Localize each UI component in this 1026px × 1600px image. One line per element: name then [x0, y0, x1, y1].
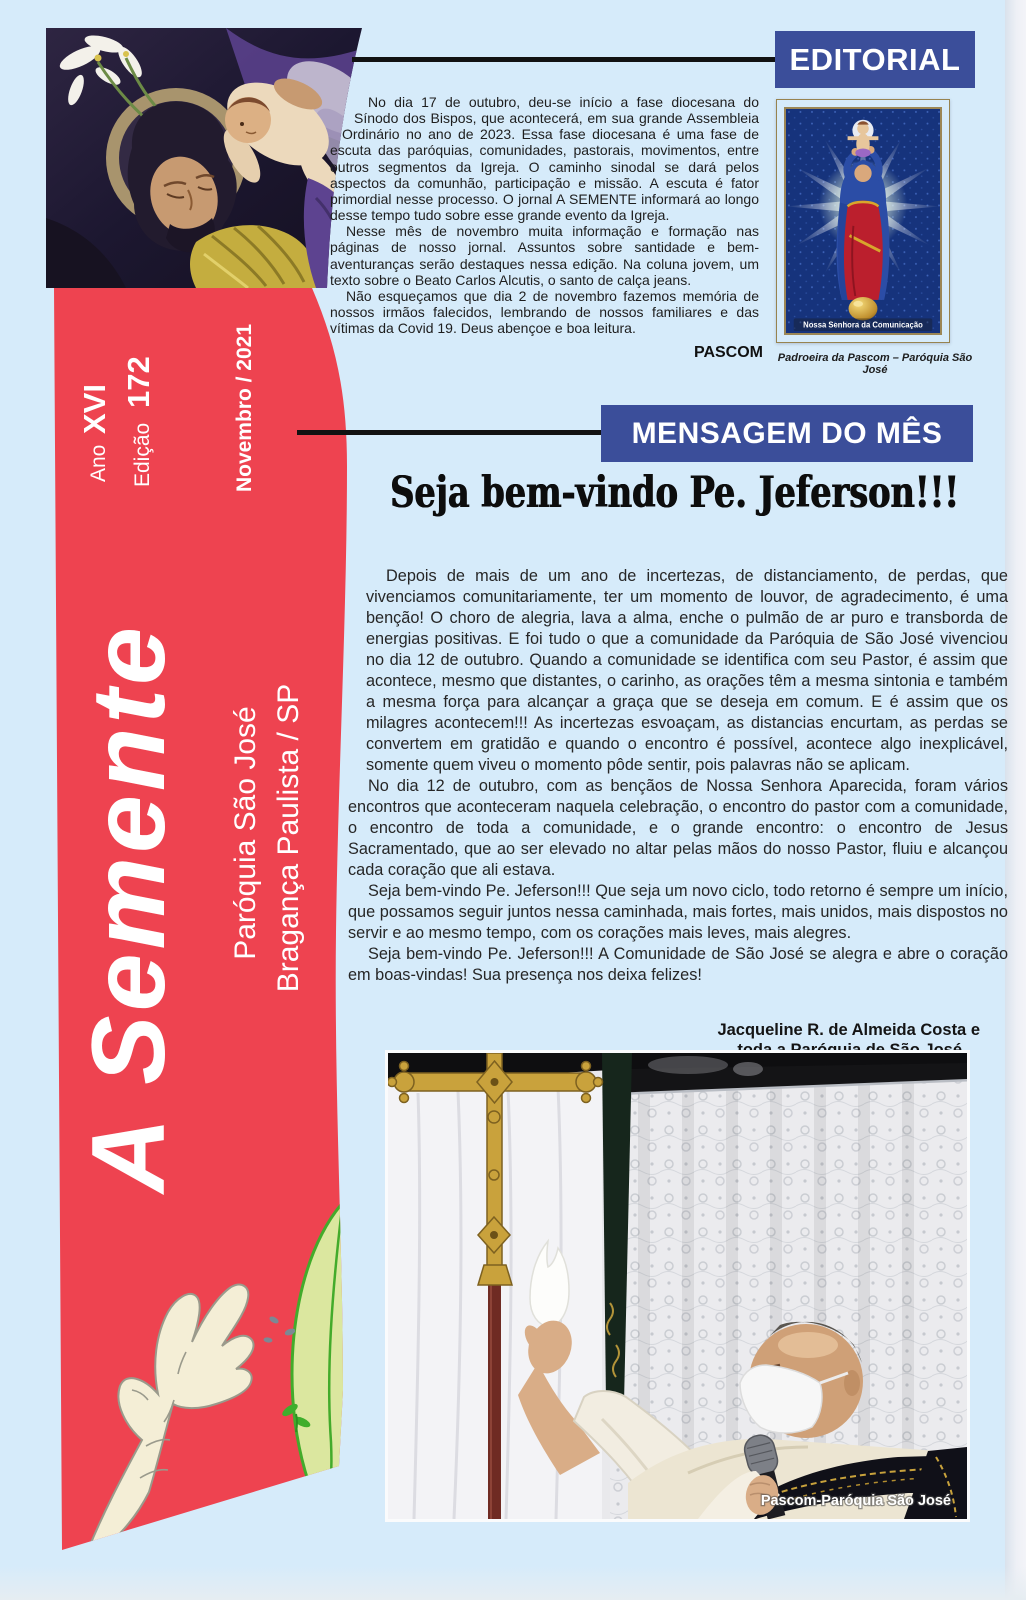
- patron-image: [784, 107, 942, 335]
- editorial-paragraph: Nesse mês de novembro muita informação e formação nas páginas de nosso jornal. Assuntos sobre santidade e bem-aventuranças serão destaques nessa edição. Na coluna jovem, um texto sobre o Beato Carlos Alcutis, o santo de calça jeans.: [330, 223, 759, 288]
- madonna-figure: [837, 146, 890, 300]
- scan-bottom-edge: [0, 1566, 1026, 1600]
- st-joseph-painting: [46, 28, 364, 288]
- celebration-photo: [385, 1050, 970, 1522]
- message-paragraph: Seja bem-vindo Pe. Jeferson!!! Que seja um novo ciclo, todo retorno é sempre um início, que possamos seguir juntos nessa caminhada, mais fortes, mais unidos, mais dispostos no servir e ao mesmo tempo, com os corações mais leves, mais alegres.: [348, 882, 1008, 942]
- nossa-senhora-image: [786, 109, 940, 333]
- patron-image-frame: [776, 99, 950, 343]
- patron-image-label: Nossa Senhora da Comunicação: [803, 320, 923, 330]
- message-paragraph: Seja bem-vindo Pe. Jeferson!!! A Comunidade de São José se alegra e abre o coração em boas-vindas! Sua presença nos deixa felizes!: [348, 945, 1008, 984]
- message-text: [348, 566, 1008, 986]
- editorial-paragraph: No dia 17 de outubro, deu-se início a fase diocesana do Sínodo dos Bispos, que acontecerá, em sua grande Assembleia Ordinário no ano de 2023. Essa fase diocesana é uma fase de escuta das paróquias, comunidades, pastorais, movimentos, entre outros segmentos da Igreja. O caminho sinodal se dará pelos aspectos da comunhão, participação e missão. A escuta é fator primordial nesse processo. O jornal A SEMENTE informará ao longo desse tempo tudo sobre esse grande evento da Igreja.: [330, 94, 759, 224]
- curve-spacer: [348, 658, 366, 763]
- edicao-label: Edição: [131, 422, 154, 487]
- message-banner-label: MENSAGEM DO MÊS: [631, 416, 943, 450]
- editorial-banner: [775, 31, 975, 88]
- masthead-title-script: A Semente: [71, 623, 187, 1193]
- ano-label: Ano: [87, 444, 110, 482]
- curve-spacer: [330, 126, 342, 142]
- patron-image-caption: Padroeira da Pascom – Paróquia São José: [777, 352, 973, 376]
- masthead-city: Bragança Paulista / SP: [272, 683, 305, 993]
- issue-date: Novembro / 2021: [233, 323, 256, 493]
- editorial-signature: PASCOM: [693, 344, 763, 361]
- message-banner: [601, 405, 973, 462]
- curve-spacer: [330, 94, 368, 110]
- photo-caption: Pascom-Paróquia São José: [760, 1493, 951, 1509]
- message-paragraph: Depois de mais de um ano de incertezas, de distanciamento, de perdas, que vivenciamos comunitariamente, ter um momento de louvor, de agradecimento, é uma benção! O choro de alegria, lava a alma, enche o pulmão de ar puro e transborda de energias positivas. E foi tudo o que a comunidade da Paróquia de São José vivenciou no dia 12 de outubro. Quando a comunidade se identifica com seu Pastor, é assim que acontece, mesmo que distantes, o carinho, as orações têm a mesma sintonia e também a mesma força para alcançar a graça que se deseja em comum. E é assim que os milagres acontecem!!! As incertezas esvoaçam, as distancias encurtam, as perdas se convertem em gratidão e quando o encontro é possível, acontece algo inexplicável, somente quem viveu o momento pôde sentir, pois palavras não se aplicam.: [366, 567, 1008, 774]
- editorial-banner-label: EDITORIAL: [789, 41, 961, 77]
- editorial-rule: [352, 57, 775, 62]
- message-paragraph: No dia 12 de outubro, com as bençãos de Nossa Senhora Aparecida, foram vários encontros que aconteceram naquela celebração, o encontro do pastor com a comunidade, o encontro de toda a comunidade, e o grande encontro: o encontro de Jesus Sacramentado, que ao ser elevado no altar pelas mãos do nosso Pastor, fluiu e alcançou cada coração que ali estava.: [348, 777, 1008, 879]
- ano-value: XVI: [77, 384, 112, 434]
- masthead-parish: Paróquia São José: [229, 706, 262, 960]
- edicao-value: 172: [121, 356, 156, 408]
- mass-photo: [388, 1053, 967, 1519]
- message-title: [310, 468, 1010, 518]
- message-title-text: Seja bem-vindo Pe. Jeferson!!!: [390, 468, 960, 518]
- editorial-paragraph: Não esqueçamos que dia 2 de novembro fazemos memória de nossos irmãos falecidos, lembrando de nossos familiares e das vítimas da Covid 19. Deus abençoe e boa leitura.: [330, 287, 759, 337]
- message-rule: [297, 430, 601, 435]
- signature-line1: Jacqueline R. de Almeida Costa e: [717, 1021, 980, 1039]
- scan-page-edge: [1005, 0, 1026, 1600]
- editorial-text: [330, 94, 759, 336]
- curve-spacer: [330, 110, 354, 126]
